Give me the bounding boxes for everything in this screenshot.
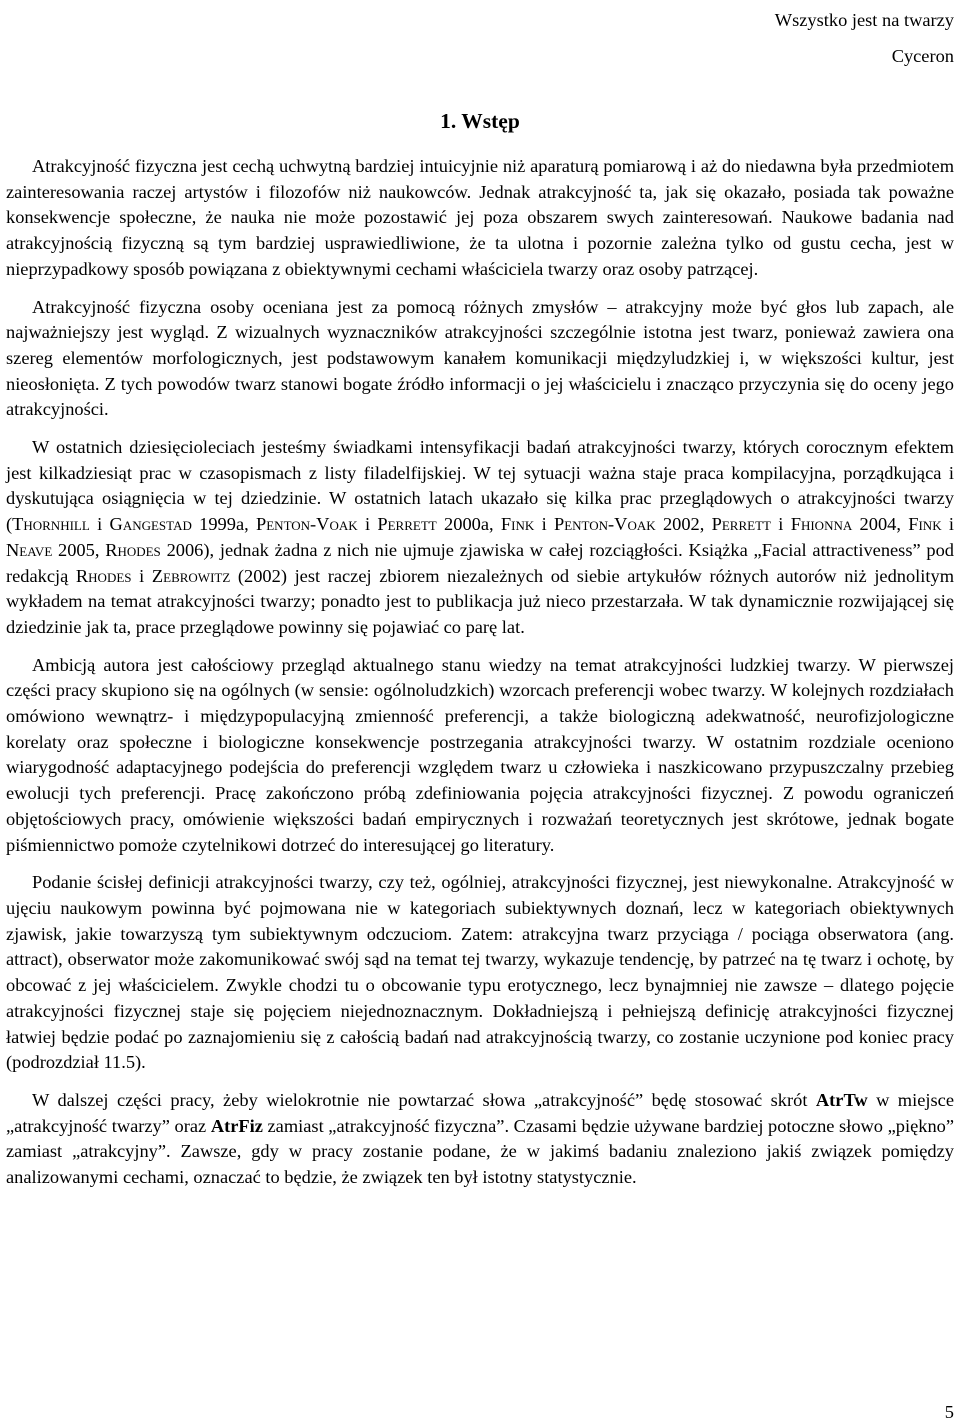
citation-connector: i — [534, 514, 554, 535]
citation-author: Rhodes — [105, 539, 161, 560]
citation-connector: 2006), jednak żadna z nich nie ujmuje zjawiska w całej rozciągłości. Książka „Facial attractiveness” pod redakcją — [6, 539, 954, 586]
epigraph-quote: Wszystko jest na twarzy — [774, 10, 954, 30]
abbreviation-atrfiz: AtrFiz — [210, 1115, 263, 1136]
citation-connector: i — [770, 514, 791, 535]
citation-author: Penton-Voak — [554, 514, 656, 535]
citation-author: Gangestad — [109, 514, 192, 535]
chapter-title: 1. Wstęp — [440, 109, 520, 133]
citation-connector: i — [357, 514, 378, 535]
citation-author: Thornhill — [12, 514, 90, 535]
citation-author: Fink — [500, 514, 535, 535]
citation-connector: 2002, — [655, 514, 712, 535]
citation-connector: i — [131, 565, 152, 586]
citation-author: Neave — [6, 539, 53, 560]
citation-author: Zebrowitz — [151, 565, 231, 586]
paragraph-3-text: W ostatnich dziesięcioleciach jesteśmy świadkami intensyfikacji badań atrakcyjności twarzy, których corocznym efektem jest kilkadziesiąt prac w czasopismach z listy filadelfijskiej. W tej sytuacji ważna staje praca kompilacyjna, porządkująca i dyskutująca osiągnięcia w tej dziedzinie. W ostatnich latach ukazało się kilka prac przeglądowych o atrakcyjności twarzy ( — [6, 437, 954, 535]
page-number: 5 — [944, 1402, 954, 1422]
paragraph-1: Atrakcyjność fizyczna jest cechą uchwytną bardziej intuicyjnie niż aparaturą pomiarową i aż do niedawna była przedmiotem zainteresowania raczej artystów i filozofów niż naukowców. Jednak atrakcyjność ta, jak się okazało, posiada tak poważne konsekwencje społeczne, że nauka nie może pozostawić jej poza obszarem swych zainteresowań. Naukowe badania nad atrakcyjnością fizyczną są tym bardziej usprawiedliwione, że ta ulotna i pozornie zależna tylko od gustu cecha, jest w nieprzypadkowy sposób powiązana z obiektywnymi cechami właściciela twarzy oraz osoby patrzącej. — [6, 156, 954, 279]
citation-author: Rhodes — [75, 565, 132, 586]
citation-author: Perrett — [377, 514, 437, 535]
citation-connector: 2004, — [852, 514, 909, 535]
paragraph-3-text: (2002) jest raczej zbiorem niezależnych od siebie artykułów różnych autorów niż jednolitym wykładem na temat atrakcyjności twarzy; ponadto jest to publikacja już nieco przestarzała. W tak dynamicznie rozwijającej się dziedzinie jak ta, prace przeglądowe powinny się pojawiać co parę lat. — [6, 565, 955, 637]
paragraph-6 — [6, 1088, 954, 1191]
paragraph-5: Podanie ścisłej definicji atrakcyjności twarzy, czy też, ogólniej, atrakcyjności fizycznej, jest niewykonalne. Atrakcyjność w ujęciu naukowym powinna być pojmowana nie w kategoriach subiektywnych doznań, lecz w kategoriach obiektywnych zjawisk, jakie towarzyszą tym subiektywnym odczuciom. Zatem: atrakcyjna twarz przyciąga / pociąga obserwatora (ang. attract), obserwator może zakomunikować swój sąd na temat tej twarzy, wykazuje tendencję, by patrzeć na tę twarz i ochotę, by obcować z jej właścicielem. Zwykle chodzi tu o obcowanie typu erotycznego, lecz bynajmniej nie zawsze – dlatego pojęcie atrakcyjności fizycznej staje się pojęciem niejednoznacznym. Dokładniejszą i pełniejszą definicję atrakcyjności fizycznej łatwiej będzie podać po zaznajomieniu się z całością badań nad atrakcyjnością twarzy, co zostanie uczynione pod koniec pracy (podrozdział 11.5). — [6, 872, 954, 1073]
citation-connector: 2005, — [52, 539, 106, 560]
citation-connector: 2000a, — [436, 514, 501, 535]
paragraph-6-text: W dalszej części pracy, żeby wielokrotnie nie powtarzać słowa „atrakcyjność” będę stosować skrót — [32, 1089, 816, 1110]
citation-connector: i — [89, 514, 110, 535]
citation-author: Fhionna — [790, 514, 853, 535]
epigraph-author: Cyceron — [891, 46, 954, 66]
paragraph-3 — [6, 435, 954, 641]
citation-connector: 1999a, — [191, 514, 257, 535]
citation-author: Fink — [908, 514, 942, 535]
paragraph-2: Atrakcyjność fizyczna osoby oceniana jest za pomocą różnych zmysłów – atrakcyjny może być głos lub zapach, ale najważniejszy jest wygląd. Z wizualnych wyznaczników atrakcyjności szczególnie istotna jest twarz, ponieważ zawiera ona szereg elementów morfologicznych, jest podstawowym kanałem komunikacji międzyludzkiej i, w większości kultur, jest nieosłonięta. Z tych powodów twarz stanowi bogate źródło informacji o jej właścicielu i znacząco przyczynia się do oceny jego atrakcyjności. — [6, 296, 954, 420]
citation-connector: i — [941, 514, 955, 535]
citation-author: Perrett — [711, 514, 771, 535]
paragraph-4: Ambicją autora jest całościowy przegląd aktualnego stanu wiedzy na temat atrakcyjności ludzkiej twarzy. W pierwszej części pracy skupiono się na ogólnych (w sensie: ogólnoludzkich) wzorcach preferencji wobec twarzy. W kolejnych rozdziałach omówiono wewnątrz- i międzypopulacyjną zmienność preferencji, a także biologiczną adekwatność, neurofizjologiczne korelaty oraz społeczne i biologiczne konsekwencje postrzegania atrakcyjności twarzy. W ostatnim rozdziale oceniono wiarygodność adaptacyjnego podejścia do preferencji względem twarz u człowieka i naszkicowano przypuszczalny przebieg ewolucji tych preferencji. Pracę zakończono próbą zdefiniowania pojęcia atrakcyjności fizycznej. Z powodu ograniczeń objętościowych pracy, omówienie większości badań empirycznych i rozważań teoretycznych jest skrótowe, jednak bogate piśmiennictwo pomoże czytelnikowi dotrzeć do interesującej go literatury. — [6, 654, 954, 855]
abbreviation-atrtw: AtrTw — [815, 1089, 868, 1110]
paragraph-6-text: w miejsce „atrakcyjność twarzy” oraz — [6, 1089, 954, 1136]
epigraph — [775, 2, 954, 74]
body-text — [6, 154, 954, 1203]
citation-author: Penton-Voak — [256, 514, 358, 535]
paragraph-6-text: zamiast „atrakcyjność fizyczna”. Czasami będzie używane bardziej potoczne słowo „piękno” zamiast „atrakcyjny”. Zawsze, gdy w pracy zostanie podane, że w jakimś badaniu znaleziono jakiś związek pomiędzy analizowanymi cechami, oznaczać to będzie, że związek ten był istotny statystycznie. — [6, 1115, 954, 1188]
